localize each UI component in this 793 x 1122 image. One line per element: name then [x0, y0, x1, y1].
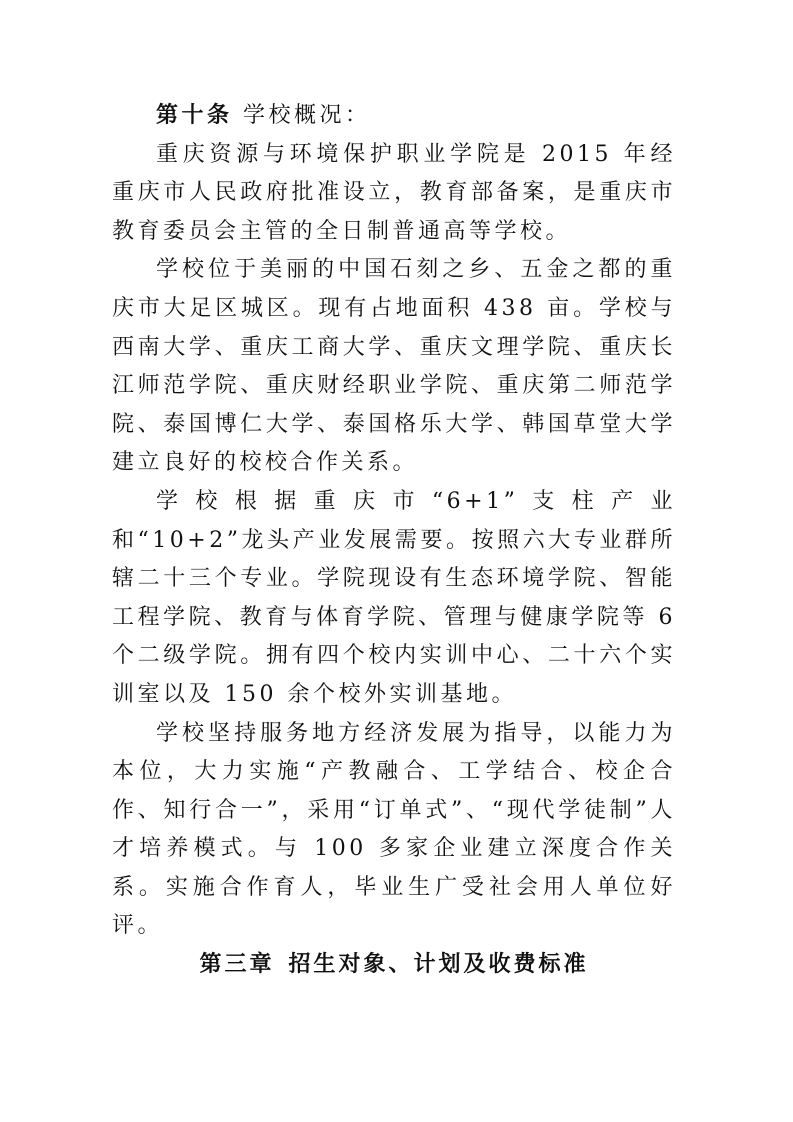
paragraph-philosophy: 学校坚持服务地方经济发展为指导，以能力为本位，大力实施“产教融合、工学结合、校企合作、知行合一”，采用“订单式”、“现代学徒制”人才培养模式。与 100 多家企业建立深度合作关系。实施合作育人，毕业生广受社会用人单位好评。: [112, 720, 676, 939]
chapter-title: 招生对象、计划及收费标准: [288, 952, 589, 978]
paragraph-location: 学校位于美丽的中国石刻之乡、五金之都的重庆市大足区城区。现有占地面积 438 亩。学校与西南大学、重庆工商大学、重庆文理学院、重庆长江师范学院、重庆财经职业学院、重庆第二师范学院、泰国博仁大学、泰国格乐大学、韩国草堂大学建立良好的校校合作关系。: [112, 257, 676, 476]
article-title: 学校概况：: [243, 103, 371, 128]
paragraph-overview: 重庆资源与环境保护职业学院是 2015 年经重庆市人民政府批准设立，教育部备案，是重庆市教育委员会主管的全日制普通高等学校。: [112, 141, 676, 244]
paragraph-programs: 学校根据重庆市“6+1”支柱产业和“10+2”龙头产业发展需要。按照六大专业群所辖二十三个专业。学院现设有生态环境学院、智能工程学院、教育与体育学院、管理与健康学院等 6 个二级学院。拥有四个校内实训中心、二十六个实训室以及 150 余个校外实训基地。: [112, 488, 676, 707]
document-body: [112, 97, 676, 985]
article-heading: [112, 97, 676, 136]
chapter-number: 第三章: [199, 952, 275, 978]
chapter-heading: [112, 946, 676, 985]
article-number: 第十条: [156, 103, 233, 128]
